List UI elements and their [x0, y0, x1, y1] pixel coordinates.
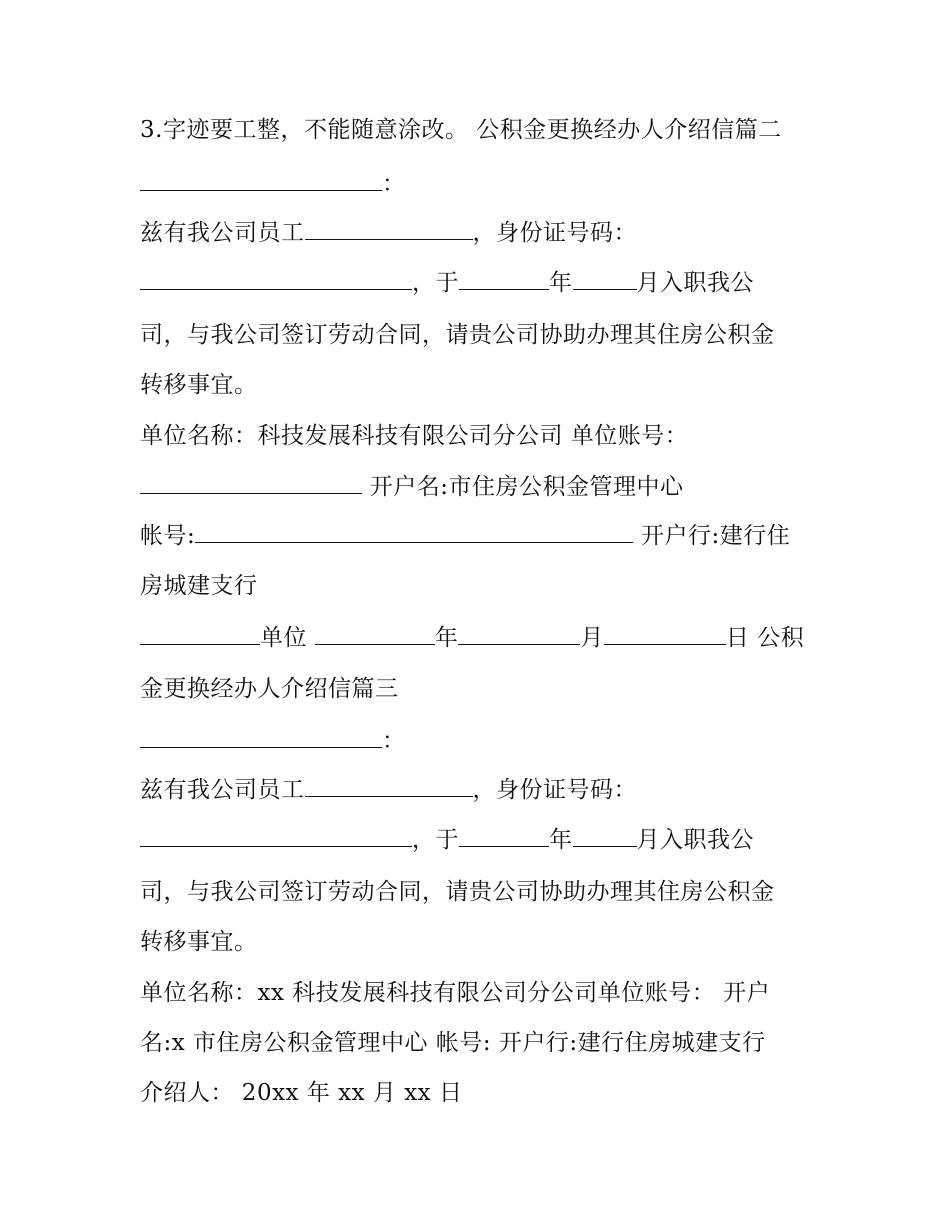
contract-line — [140, 319, 775, 351]
account-number-blank — [195, 522, 633, 543]
bank-branch-text: 房城建支行 — [140, 573, 258, 599]
addressee-colon: ： — [382, 171, 406, 197]
addressee-line-3 — [140, 725, 406, 757]
employee-prefix-3: 兹有我公司员工 — [140, 777, 305, 803]
introducer-text-3: 介绍人： 20xx 年 xx 月 xx 日 — [140, 1080, 463, 1106]
account-number-line — [140, 520, 790, 552]
sign-month-blank — [458, 624, 580, 645]
heading-3-text: 金更换经办人介绍信篇三 — [140, 676, 399, 702]
text-line-requirement-and-heading-2 — [140, 114, 782, 146]
entry-month-blank-3 — [573, 826, 637, 847]
unit-label: 单位 — [260, 625, 315, 651]
account-bank-line-3 — [140, 1027, 766, 1059]
employee-name-blank — [305, 219, 473, 240]
account-bank-text-3: 名:x 市住房公积金管理中心 帐号: 开户行:建行住房城建支行 — [140, 1030, 766, 1056]
addressee-colon-3: ： — [382, 728, 406, 754]
employee-line-3 — [140, 774, 637, 806]
id-number-label-3: ，身份证号码： — [472, 777, 637, 803]
addressee-blank-3 — [140, 727, 382, 748]
bank-branch-line — [140, 570, 258, 602]
entry-year-blank-3 — [459, 826, 549, 847]
unit-name-line-3 — [140, 977, 770, 1009]
unit-blank — [140, 624, 260, 645]
contract-line-3 — [140, 876, 775, 908]
account-number-label: 帐号: — [140, 523, 196, 549]
transfer-text: 转移事宜。 — [140, 372, 258, 398]
heading-3-line — [140, 673, 399, 705]
entry-month-blank — [573, 269, 637, 290]
addressee-blank — [140, 170, 382, 191]
account-name-line — [140, 471, 684, 503]
entry-at-text: ，于 — [412, 270, 459, 296]
employee-name-blank-3 — [305, 776, 473, 797]
bank-label: 开户行:建行住 — [633, 523, 791, 549]
transfer-line — [140, 369, 258, 401]
unit-name-text-3: 单位名称：xx 科技发展科技有限公司分公司单位账号： 开户 — [140, 980, 771, 1006]
unit-account-blank — [140, 473, 362, 494]
sign-day-label: 日 公积 — [725, 625, 805, 651]
requirement-and-heading-text: 3.字迹要工整，不能随意涂改。 公积金更换经办人介绍信篇二 — [140, 117, 782, 143]
contract-text: 司，与我公司签订劳动合同，请贵公司协助办理其住房公积金 — [140, 322, 775, 348]
entry-date-line-3 — [140, 824, 754, 856]
year-label-3: 年 — [549, 827, 573, 853]
entry-year-blank — [459, 269, 549, 290]
transfer-text-3: 转移事宜。 — [140, 929, 258, 955]
id-number-blank-3 — [140, 826, 412, 847]
month-entry-text-3: 月入职我公 — [636, 827, 754, 853]
entry-date-line — [140, 267, 754, 299]
addressee-line — [140, 168, 406, 200]
sign-day-blank — [604, 624, 726, 645]
year-label: 年 — [549, 270, 573, 296]
entry-at-text-3: ，于 — [412, 827, 459, 853]
transfer-line-3 — [140, 926, 258, 958]
unit-name-text: 单位名称：科技发展科技有限公司分公司 单位账号： — [140, 423, 689, 449]
month-entry-text: 月入职我公 — [636, 270, 754, 296]
employee-prefix: 兹有我公司员工 — [140, 220, 305, 246]
unit-name-line — [140, 420, 688, 452]
id-number-blank — [140, 269, 412, 290]
sign-month-label: 月 — [580, 625, 604, 651]
signature-date-line — [140, 622, 804, 654]
sign-year-label: 年 — [434, 625, 459, 651]
sign-year-blank — [315, 624, 435, 645]
employee-line — [140, 217, 637, 249]
id-number-label: ，身份证号码： — [472, 220, 637, 246]
introducer-line-3 — [140, 1077, 462, 1109]
account-name-text: 开户名:市住房公积金管理中心 — [362, 474, 684, 500]
contract-text-3: 司，与我公司签订劳动合同，请贵公司协助办理其住房公积金 — [140, 879, 775, 905]
